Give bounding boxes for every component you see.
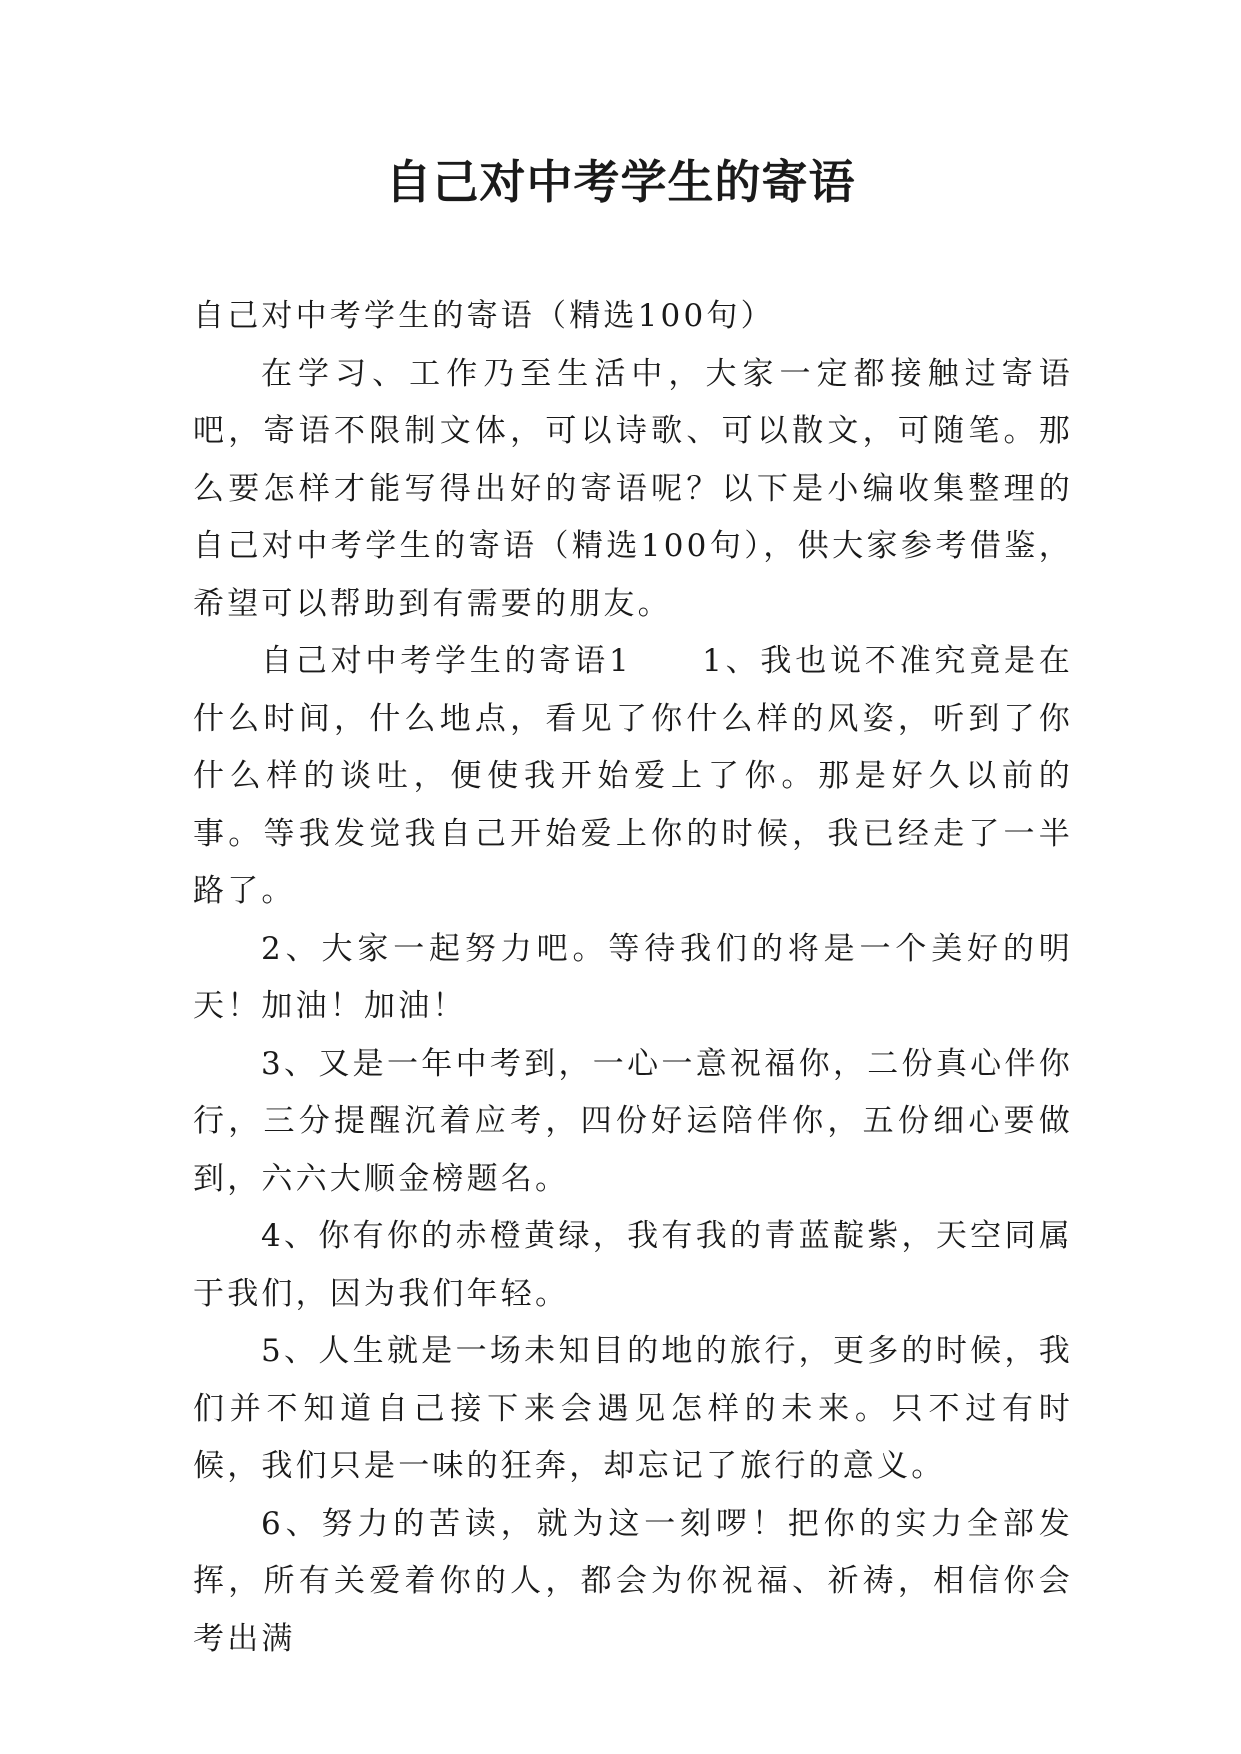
- section-1-paragraph: 自己对中考学生的寄语1 1、我也说不准究竟是在什么时间，什么地点，看见了你什么样的风姿，听到了你什么样的谈吐，便使我开始爱上了你。那是好久以前的事。等我发觉我自己开始爱上你的时候，我已经走了一半路了。: [193, 643, 1073, 909]
- document-body: [193, 288, 1073, 1668]
- list-item: 6、努力的苦读，就为这一刻啰！把你的实力全部发挥，所有关爱着你的人，都会为你祝福、祈祷，相信你会考出满: [193, 1505, 1073, 1657]
- intro-paragraph: 在学习、工作乃至生活中，大家一定都接触过寄语吧，寄语不限制文体，可以诗歌、可以散文，可随笔。那么要怎样才能写得出好的寄语呢？以下是小编收集整理的自己对中考学生的寄语（精选100句），供大家参考借鉴，希望可以帮助到有需要的朋友。: [193, 355, 1073, 622]
- document-subtitle: 自己对中考学生的寄语（精选100句）: [193, 298, 775, 334]
- list-item: 3、又是一年中考到，一心一意祝福你，二份真心伴你行，三分提醒沉着应考，四份好运陪伴你，五份细心要做到，六六大顺金榜题名。: [193, 1045, 1073, 1197]
- list-item: 4、你有你的赤橙黄绿，我有我的青蓝靛紫，天空同属于我们，因为我们年轻。: [193, 1218, 1073, 1312]
- list-item: 2、大家一起努力吧。等待我们的将是一个美好的明天！加油！加油！: [193, 930, 1073, 1024]
- list-item: 5、人生就是一场未知目的地的旅行，更多的时候，我们并不知道自己接下来会遇见怎样的未来。只不过有时候，我们只是一味的狂奔，却忘记了旅行的意义。: [193, 1333, 1073, 1484]
- document-title: 自己对中考学生的寄语: [385, 155, 856, 209]
